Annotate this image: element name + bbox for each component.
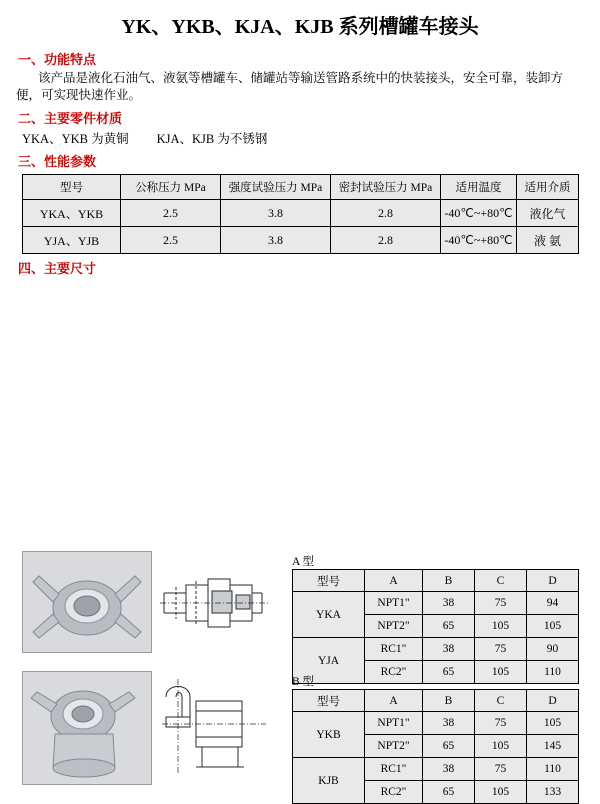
dim-a-r0-c3: 75 (475, 592, 527, 615)
dim-b-r3-c3: 105 (475, 781, 527, 804)
perf-r0-c2: 3.8 (221, 200, 331, 227)
perf-r1-c1: 2.5 (121, 227, 221, 254)
page-title: YK、YKB、KJA、KJB 系列槽罐车接头 (121, 16, 479, 38)
dim-b-col-4: D (527, 690, 579, 712)
type-a-label: A 型 (292, 556, 315, 568)
table-header-row (23, 175, 579, 200)
material-line (22, 129, 600, 147)
dim-b-r1-c2: 65 (423, 735, 475, 758)
dim-b-r2-c3: 75 (475, 758, 527, 781)
dim-b-r0-c4: 105 (527, 712, 579, 735)
perf-col-1: 公称压力 MPa (121, 175, 221, 200)
perf-col-5: 适用介质 (517, 175, 579, 200)
performance-table (22, 174, 579, 254)
dim-b-r2-c2: 38 (423, 758, 475, 781)
dim-b-r3-c4: 133 (527, 781, 579, 804)
section-heading-dimensions: 四、主要尺寸 (18, 261, 97, 276)
table-header-row (293, 570, 579, 592)
perf-r1-c4: -40℃~+80℃ (441, 227, 517, 254)
product-photo-type-a (22, 551, 152, 653)
dim-a-r0-c4: 94 (527, 592, 579, 615)
perf-r1-c0: YJA、YJB (23, 227, 121, 254)
perf-r0-c3: 2.8 (331, 200, 441, 227)
perf-r1-c2: 3.8 (221, 227, 331, 254)
dim-b-r0-c1: NPT1" (365, 712, 423, 735)
dim-a-col-1: A (365, 570, 423, 592)
dim-b-r2-c1: RC1" (365, 758, 423, 781)
table-row (23, 227, 579, 254)
perf-r0-c0: YKA、YKB (23, 200, 121, 227)
drawing-type-a (156, 551, 272, 651)
dimension-table-b (292, 689, 579, 804)
dim-b-col-3: C (475, 690, 527, 712)
dim-a-col-2: B (423, 570, 475, 592)
dim-b-col-2: B (423, 690, 475, 712)
perf-r0-c5: 液化气 (517, 200, 579, 227)
dim-a-r2-c2: 38 (423, 638, 475, 661)
section-drawing-b-graphic (156, 671, 272, 783)
dim-a-r0-c2: 38 (423, 592, 475, 615)
dimension-table-a (292, 569, 579, 684)
dim-a-r3-c2: 65 (423, 661, 475, 684)
dim-b-r1-c1: NPT2" (365, 735, 423, 758)
features-paragraph (16, 70, 584, 104)
product-photo-type-b (22, 671, 152, 785)
features-text: 该产品是液化石油气、液氨等槽罐车、储罐站等输送管路系统中的快装接头，安全可靠，装卸方便，可实现快速作业。 (16, 71, 564, 102)
dim-b-r1-c4: 145 (527, 735, 579, 758)
table-row (293, 758, 579, 781)
dim-b-r2-c4: 110 (527, 758, 579, 781)
section-heading-features: 一、功能特点 (18, 52, 97, 67)
dim-a-col-4: D (527, 570, 579, 592)
material-left: YKA、YKB 为黄铜 (22, 132, 129, 146)
dim-b-r3-c1: RC2" (365, 781, 423, 804)
perf-col-3: 密封试验压力 MPa (331, 175, 441, 200)
dim-a-model-1: YJA (293, 638, 365, 684)
dim-b-col-0: 型号 (293, 690, 365, 712)
dim-a-r1-c2: 65 (423, 615, 475, 638)
dim-b-model-1: KJB (293, 758, 365, 804)
dim-a-r1-c1: NPT2" (365, 615, 423, 638)
perf-r0-c4: -40℃~+80℃ (441, 200, 517, 227)
perf-col-2: 强度试验压力 MPa (221, 175, 331, 200)
perf-r1-c5: 液 氨 (517, 227, 579, 254)
section-heading-performance: 三、性能参数 (18, 154, 97, 169)
section-heading-material: 二、主要零件材质 (18, 111, 123, 126)
dim-a-r3-c1: RC2" (365, 661, 423, 684)
dim-a-r1-c4: 105 (527, 615, 579, 638)
coupling-photo-b-graphic (23, 672, 151, 784)
perf-r1-c3: 2.8 (331, 227, 441, 254)
perf-col-0: 型号 (23, 175, 121, 200)
table-header-row (293, 690, 579, 712)
table-row (23, 200, 579, 227)
material-right: KJA、KJB 为不锈钢 (156, 132, 268, 146)
coupling-photo-a-graphic (23, 552, 151, 652)
section-drawing-a-graphic (156, 551, 272, 651)
dim-a-r3-c3: 105 (475, 661, 527, 684)
dim-a-r1-c3: 105 (475, 615, 527, 638)
dim-b-r3-c2: 65 (423, 781, 475, 804)
dim-a-model-0: YKA (293, 592, 365, 638)
table-row (293, 592, 579, 615)
dim-a-r3-c4: 110 (527, 661, 579, 684)
dim-b-r1-c3: 105 (475, 735, 527, 758)
perf-col-4: 适用温度 (441, 175, 517, 200)
dim-a-r2-c4: 90 (527, 638, 579, 661)
perf-r0-c1: 2.5 (121, 200, 221, 227)
dim-b-col-1: A (365, 690, 423, 712)
table-row (293, 638, 579, 661)
dim-a-col-3: C (475, 570, 527, 592)
dim-b-r0-c2: 38 (423, 712, 475, 735)
dim-a-col-0: 型号 (293, 570, 365, 592)
drawing-type-b (156, 671, 272, 783)
dim-a-r2-c1: RC1" (365, 638, 423, 661)
dim-a-r2-c3: 75 (475, 638, 527, 661)
table-row (293, 712, 579, 735)
dim-b-r0-c3: 75 (475, 712, 527, 735)
dim-b-model-0: YKB (293, 712, 365, 758)
type-b-label: B 型 (292, 676, 315, 688)
dim-a-r0-c1: NPT1" (365, 592, 423, 615)
